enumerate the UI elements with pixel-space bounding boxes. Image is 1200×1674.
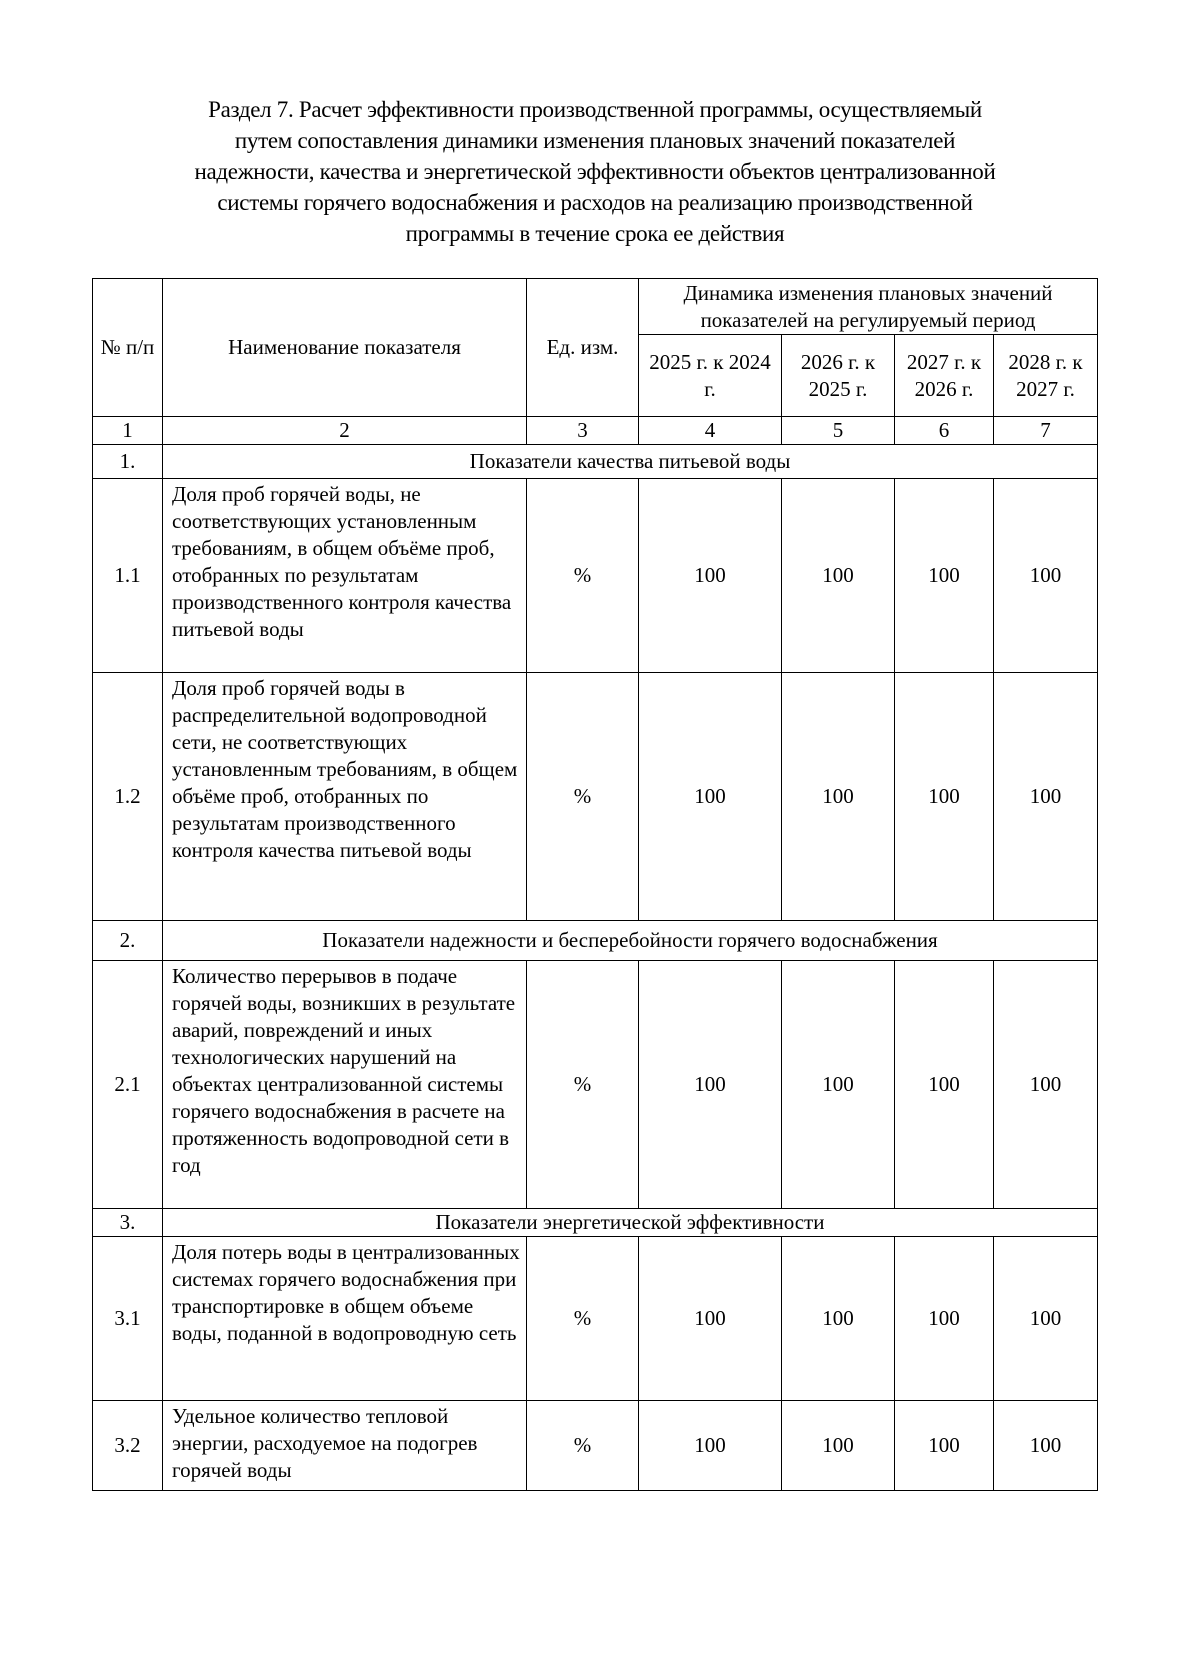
header-name: Наименование показателя xyxy=(163,279,527,417)
row-num: 1.2 xyxy=(93,673,163,921)
row-value: 100 xyxy=(639,961,782,1209)
row-name: Доля проб горячей воды, не соответствующих установленным требованиям, в общем объёме проб, отобранных по результатам производственного контроля качества питьевой воды xyxy=(163,479,527,673)
row-name: Доля потерь воды в централизованных системах горячего водоснабжения при транспортировке в общем объеме воды, поданной в водопроводную сеть xyxy=(163,1237,527,1401)
row-name: Доля проб горячей воды в распределительной водопроводной сети, не соответствующих установленным требованиям, в общем объёме проб, отобранных по результатам производственного контроля качества питьевой воды xyxy=(163,673,527,921)
row-value: 100 xyxy=(895,1401,994,1491)
header-year: 2025 г. к 2024 г. xyxy=(639,335,782,417)
title-line: программы в течение срока ее действия xyxy=(405,221,785,246)
title-line: надежности, качества и энергетической эффективности объектов централизованной xyxy=(194,159,996,184)
row-value: 100 xyxy=(994,1237,1098,1401)
row-value: 100 xyxy=(782,673,895,921)
row-value: 100 xyxy=(639,479,782,673)
table-row xyxy=(93,1401,1098,1491)
row-num: 3.1 xyxy=(93,1237,163,1401)
header-num: № п/п xyxy=(93,279,163,417)
row-unit: % xyxy=(527,1237,639,1401)
row-value: 100 xyxy=(639,1401,782,1491)
title-line: Раздел 7. Расчет эффективности производственной программы, осуществляемый xyxy=(208,97,982,122)
row-value: 100 xyxy=(895,479,994,673)
header-year: 2026 г. к 2025 г. xyxy=(782,335,895,417)
section-row xyxy=(93,445,1098,479)
header-dynamics: Динамика изменения плановых значений показателей на регулируемый период xyxy=(639,279,1098,335)
row-value: 100 xyxy=(782,1401,895,1491)
row-value: 100 xyxy=(895,961,994,1209)
title-line: системы горячего водоснабжения и расходов на реализацию производственной xyxy=(217,190,973,215)
row-unit: % xyxy=(527,961,639,1209)
row-value: 100 xyxy=(782,1237,895,1401)
column-number: 7 xyxy=(994,417,1098,445)
section-num: 3. xyxy=(93,1209,163,1237)
header-year: 2027 г. к 2026 г. xyxy=(895,335,994,417)
header-unit: Ед. изм. xyxy=(527,279,639,417)
row-unit: % xyxy=(527,673,639,921)
row-value: 100 xyxy=(994,479,1098,673)
column-number: 3 xyxy=(527,417,639,445)
column-number: 1 xyxy=(93,417,163,445)
header-row xyxy=(93,279,1098,335)
table-row xyxy=(93,479,1098,673)
section-title xyxy=(120,94,1070,249)
row-value: 100 xyxy=(639,1237,782,1401)
row-value: 100 xyxy=(895,1237,994,1401)
column-number: 2 xyxy=(163,417,527,445)
section-title: Показатели энергетической эффективности xyxy=(163,1209,1098,1237)
row-value: 100 xyxy=(994,1401,1098,1491)
indicators-table xyxy=(92,278,1098,1491)
table-row xyxy=(93,673,1098,921)
column-numbers-row xyxy=(93,417,1098,445)
row-name: Количество перерывов в подаче горячей воды, возникших в результате аварий, повреждений и иных технологических нарушений на объектах централизованной системы горячего водоснабжения в расчете на протяженность водопроводной сети в год xyxy=(163,961,527,1209)
row-value: 100 xyxy=(895,673,994,921)
row-value: 100 xyxy=(782,479,895,673)
column-number: 4 xyxy=(639,417,782,445)
section-title: Показатели качества питьевой воды xyxy=(163,445,1098,479)
table-row xyxy=(93,961,1098,1209)
row-unit: % xyxy=(527,479,639,673)
row-num: 2.1 xyxy=(93,961,163,1209)
section-num: 2. xyxy=(93,921,163,961)
row-num: 1.1 xyxy=(93,479,163,673)
section-num: 1. xyxy=(93,445,163,479)
row-name: Удельное количество тепловой энергии, расходуемое на подогрев горячей воды xyxy=(163,1401,527,1491)
row-value: 100 xyxy=(994,673,1098,921)
section-row xyxy=(93,1209,1098,1237)
header-year: 2028 г. к 2027 г. xyxy=(994,335,1098,417)
section-row xyxy=(93,921,1098,961)
row-num: 3.2 xyxy=(93,1401,163,1491)
title-line: путем сопоставления динамики изменения плановых значений показателей xyxy=(234,128,956,153)
section-title: Показатели надежности и бесперебойности горячего водоснабжения xyxy=(163,921,1098,961)
row-value: 100 xyxy=(782,961,895,1209)
column-number: 5 xyxy=(782,417,895,445)
column-number: 6 xyxy=(895,417,994,445)
row-value: 100 xyxy=(994,961,1098,1209)
row-unit: % xyxy=(527,1401,639,1491)
table-row xyxy=(93,1237,1098,1401)
row-value: 100 xyxy=(639,673,782,921)
